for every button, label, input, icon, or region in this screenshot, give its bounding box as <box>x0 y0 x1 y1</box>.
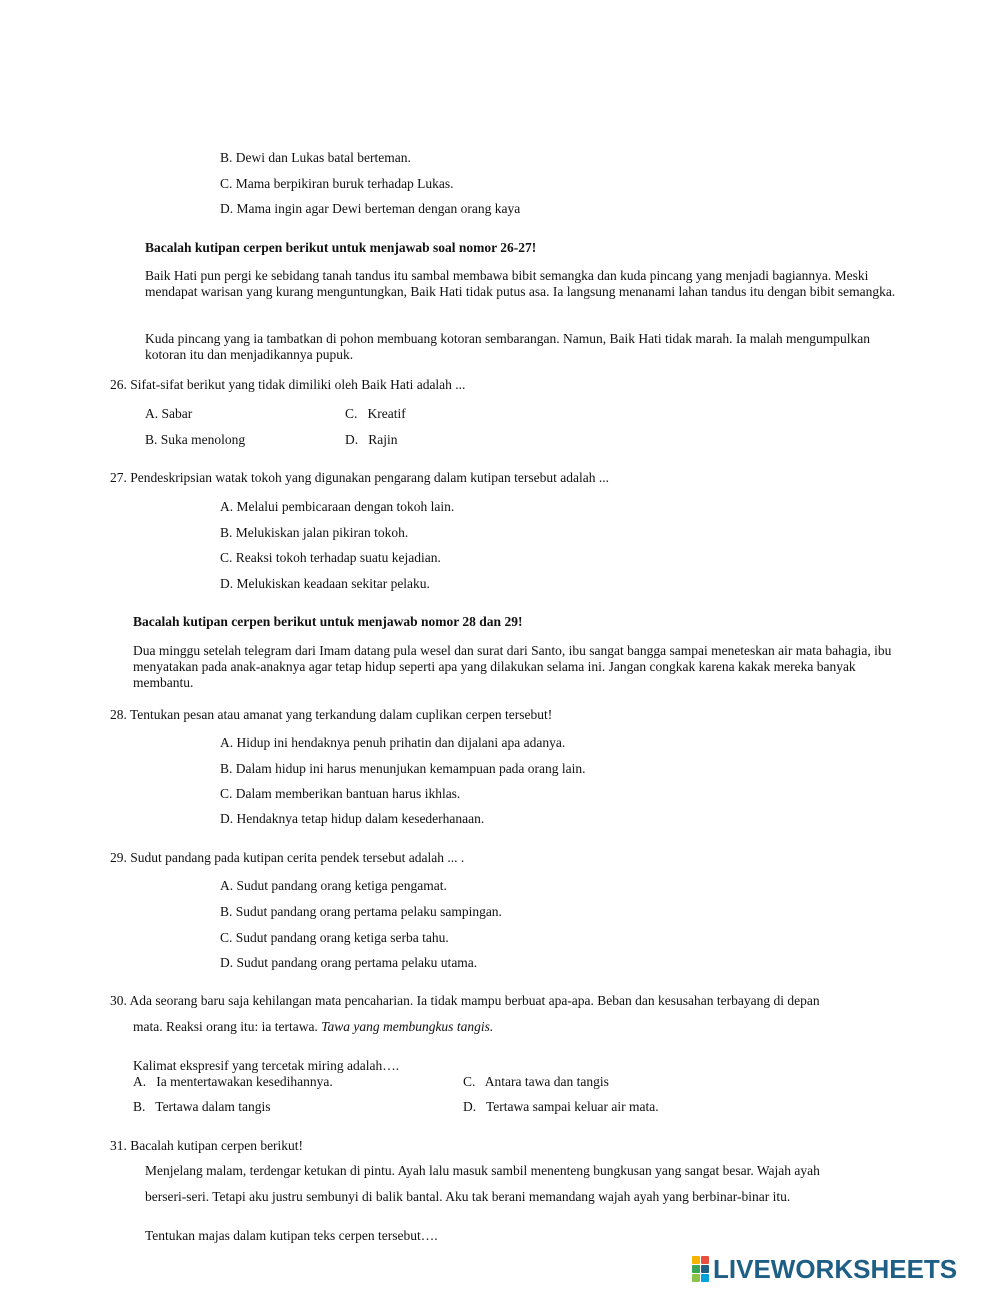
q29-option-b[interactable]: B. Sudut pandang orang pertama pelaku sampingan. <box>220 904 502 919</box>
q30-option-c[interactable]: C. Antara tawa dan tangis <box>463 1074 609 1089</box>
q27-option-b[interactable]: B. Melukiskan jalan pikiran tokoh. <box>220 525 409 540</box>
q28-option-b[interactable]: B. Dalam hidup ini harus menunjukan kemampuan pada orang lain. <box>220 761 586 776</box>
q26-option-b[interactable]: B. Suka menolong <box>145 432 246 447</box>
q29-option-d[interactable]: D. Sudut pandang orang pertama pelaku utama. <box>220 955 478 970</box>
q29-option-c[interactable]: C. Sudut pandang orang ketiga serba tahu. <box>220 930 449 945</box>
question-27: 27. Pendeskripsian watak tokoh yang digunakan pengarang dalam kutipan tersebut adalah ... <box>110 470 609 485</box>
logo-grid-icon <box>692 1256 709 1282</box>
question-29: 29. Sudut pandang pada kutipan cerita pendek tersebut adalah ... . <box>110 850 465 865</box>
question-30-prompt: Kalimat ekspresif yang tercetak miring adalah…. <box>133 1058 400 1073</box>
passage1-paragraph2: Kuda pincang yang ia tambatkan di pohon membuang kotoran sembarangan. Namun, Baik Hati tidak marah. Ia malah mengumpulkan kotoran itu dan menjadikannya pupuk. <box>145 331 871 362</box>
logo-text: LIVEWORKSHEETS <box>713 1253 958 1284</box>
q26-option-a[interactable]: A. Sabar <box>145 406 193 421</box>
q27-option-d[interactable]: D. Melukiskan keadaan sekitar pelaku. <box>220 576 430 591</box>
q30-option-b[interactable]: B. Tertawa dalam tangis <box>133 1099 271 1114</box>
q28-option-d[interactable]: D. Hendaknya tetap hidup dalam kesederhanaan. <box>220 811 485 826</box>
q28-option-c[interactable]: C. Dalam memberikan bantuan harus ikhlas. <box>220 786 461 801</box>
passage2-heading: Bacalah kutipan cerpen berikut untuk menjawab nomor 28 dan 29! <box>133 614 523 629</box>
question-26: 26. Sifat-sifat berikut yang tidak dimiliki oleh Baik Hati adalah ... <box>110 377 466 392</box>
q26-option-c[interactable]: C. Kreatif <box>345 406 406 421</box>
q29-option-a[interactable]: A. Sudut pandang orang ketiga pengamat. <box>220 878 447 893</box>
question-30-line1: 30. Ada seorang baru saja kehilangan mata pencaharian. Ia tidak mampu berbuat apa-apa. Beban dan kesusahan terbayang di depan <box>110 993 820 1008</box>
question-30-italic-sentence: Tawa yang membungkus tangis. <box>321 1019 494 1034</box>
question-30-line2 <box>133 1019 493 1035</box>
q31-passage-line2: berseri-seri. Tetapi aku justru sembunyi di balik bantal. Aku tak berani memandang wajah ayah yang berbinar-binar itu. <box>145 1189 791 1204</box>
prev-option-d: D. Mama ingin agar Dewi berteman dengan orang kaya <box>220 201 521 216</box>
prev-option-b: B. Dewi dan Lukas batal berteman. <box>220 150 411 165</box>
question-30-line2-text: mata. Reaksi orang itu: ia tertawa. <box>133 1019 318 1034</box>
q28-option-a[interactable]: A. Hidup ini hendaknya penuh prihatin dan dijalani apa adanya. <box>220 735 566 750</box>
passage1-heading: Bacalah kutipan cerpen berikut untuk menjawab soal nomor 26-27! <box>145 240 537 255</box>
prev-option-c: C. Mama berpikiran buruk terhadap Lukas. <box>220 176 454 191</box>
passage1-paragraph1: Baik Hati pun pergi ke sebidang tanah tandus itu sambal membawa bibit semangka dan kuda pincang yang menjadi bagiannya. Meski mendapat warisan yang kurang menguntungkan, Baik Hati tidak putus asa. Ia langsung menanami lahan tandus itu dengan bibit semangka. <box>145 268 896 299</box>
q31-prompt: Tentukan majas dalam kutipan teks cerpen tersebut…. <box>145 1228 438 1243</box>
q27-option-c[interactable]: C. Reaksi tokoh terhadap suatu kejadian. <box>220 550 441 565</box>
q26-option-d[interactable]: D. Rajin <box>345 432 398 447</box>
passage2-paragraph1: Dua minggu setelah telegram dari Imam datang pula wesel dan surat dari Santo, ibu sangat bangga sampai meneteskan air mata bahagia, ibu menyatakan pada anak-anaknya agar tetap hidup seperti apa yang dilakukan selama ini. Jangan congkak karena kakak mereka banyak membantu. <box>133 643 892 690</box>
q31-passage-line1: Menjelang malam, terdengar ketukan di pintu. Ayah lalu masuk sambil menenteng bungkusan yang sangat besar. Wajah ayah <box>145 1163 820 1178</box>
q30-option-a[interactable]: A. Ia mentertawakan kesedihannya. <box>133 1074 333 1089</box>
q30-option-d[interactable]: D. Tertawa sampai keluar air mata. <box>463 1099 659 1114</box>
q27-option-a[interactable]: A. Melalui pembicaraan dengan tokoh lain. <box>220 499 455 514</box>
liveworksheets-logo <box>692 1254 957 1284</box>
question-31: 31. Bacalah kutipan cerpen berikut! <box>110 1138 304 1153</box>
question-28: 28. Tentukan pesan atau amanat yang terkandung dalam cuplikan cerpen tersebut! <box>110 707 553 722</box>
